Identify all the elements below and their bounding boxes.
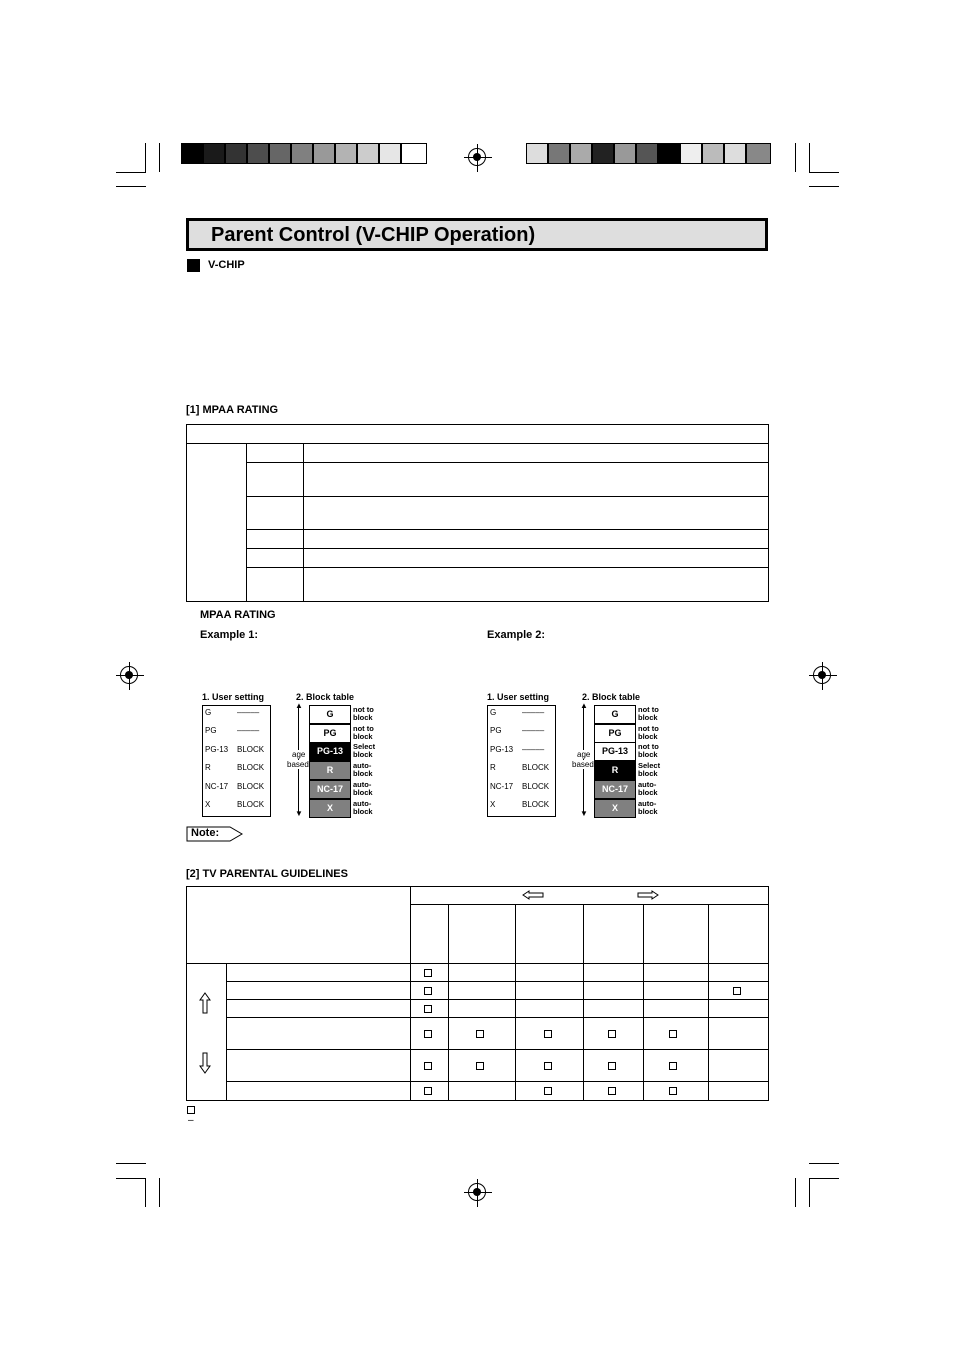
- user-setting-rating: R: [490, 763, 496, 773]
- checkbox-icon: [476, 1062, 484, 1070]
- user-setting-rating: NC-17: [490, 781, 514, 791]
- arrow-up-icon: [199, 992, 211, 1014]
- user-setting-value: –––––: [237, 726, 260, 736]
- block-note: Select: [638, 761, 661, 771]
- crop-mark: [145, 1178, 146, 1207]
- crop-mark: [159, 143, 160, 172]
- user-setting-title: 1. User setting: [487, 692, 550, 702]
- block-note: block: [638, 713, 658, 722]
- checkbox-icon: [669, 1030, 677, 1038]
- crop-mark: [116, 1178, 146, 1179]
- checkbox-icon: [476, 1030, 484, 1038]
- user-setting-rating: R: [205, 763, 211, 773]
- checkbox-icon: [424, 1030, 432, 1038]
- checkbox-icon: [669, 1062, 677, 1070]
- block-note: not to: [353, 723, 374, 733]
- block-table-cell: PG-13: [309, 742, 351, 761]
- checkbox-icon: [424, 969, 432, 977]
- arrow-up-icon: ▲: [580, 701, 588, 710]
- block-note: not to: [353, 705, 374, 714]
- block-table-cell: PG: [594, 724, 636, 743]
- crop-mark: [116, 1163, 146, 1164]
- mpaa-heading: [1] MPAA RATING: [186, 404, 279, 416]
- user-setting-value: BLOCK: [237, 763, 265, 773]
- user-setting-rating: G: [490, 708, 497, 717]
- block-note: block: [638, 806, 658, 816]
- checkbox-icon: [544, 1062, 552, 1070]
- user-setting-value: –––––: [237, 708, 260, 717]
- block-note: not to: [638, 723, 659, 733]
- user-setting-rating: X: [490, 800, 496, 809]
- checkbox-icon: [608, 1062, 616, 1070]
- block-note: auto-: [638, 779, 657, 789]
- user-setting-rating: PG-13: [205, 744, 229, 754]
- crop-mark: [809, 143, 810, 172]
- block-note: block: [353, 750, 373, 760]
- block-note: block: [638, 769, 658, 779]
- block-table-cell: NC-17: [309, 780, 351, 799]
- crop-mark: [809, 186, 839, 187]
- checkbox-icon: [544, 1030, 552, 1038]
- block-table-cell: G: [309, 705, 351, 724]
- crop-mark: [809, 172, 839, 173]
- block-table-cell: PG-13: [594, 742, 636, 761]
- block-table-cell: G: [594, 705, 636, 724]
- block-note: block: [353, 806, 373, 816]
- user-setting-value: BLOCK: [522, 763, 550, 773]
- block-note: not to: [638, 705, 659, 714]
- based-label: based: [572, 760, 594, 769]
- arrow-down-icon: ▼: [580, 809, 588, 818]
- crop-mark: [116, 186, 146, 187]
- age-label: age: [577, 750, 591, 759]
- arrow-up-icon: ▲: [295, 701, 303, 710]
- block-table-cell: PG: [309, 724, 351, 743]
- block-table-title: 2. Block table: [582, 692, 641, 702]
- block-note: block: [638, 787, 658, 797]
- user-setting-value: BLOCK: [237, 781, 265, 791]
- block-table-cell: X: [594, 799, 636, 818]
- page-title: Parent Control (V-CHIP Operation): [211, 224, 536, 246]
- footnote-checkbox-icon: [187, 1106, 195, 1114]
- block-note: auto-: [353, 779, 372, 789]
- block-note: block: [353, 769, 373, 779]
- user-setting-rating: PG: [205, 726, 217, 736]
- block-note: auto-: [638, 798, 657, 808]
- block-note: auto-: [353, 761, 372, 771]
- user-setting-rating: X: [205, 800, 211, 809]
- user-setting-title: 1. User setting: [202, 692, 265, 702]
- user-setting-rating: NC-17: [205, 781, 229, 791]
- block-note: block: [638, 731, 658, 741]
- crop-mark: [116, 172, 146, 173]
- checkbox-icon: [424, 987, 432, 995]
- block-note: block: [638, 750, 658, 760]
- user-setting-value: BLOCK: [237, 800, 265, 809]
- block-table-cell: R: [594, 761, 636, 780]
- page-title-box: [186, 218, 768, 251]
- crop-mark: [145, 143, 146, 172]
- block-table-cell: NC-17: [594, 780, 636, 799]
- section-label: V-CHIP: [208, 259, 245, 271]
- user-setting-value: –––––: [522, 726, 545, 736]
- user-setting-value: BLOCK: [522, 781, 550, 791]
- block-note: block: [353, 713, 373, 722]
- user-setting-rating: PG-13: [490, 744, 514, 754]
- note-label: Note:: [191, 827, 220, 839]
- example1-label: Example 1:: [200, 629, 259, 641]
- block-note: Select: [353, 742, 376, 752]
- footnote-dash: –: [188, 1115, 194, 1126]
- age-label: age: [292, 750, 306, 759]
- checkbox-icon: [669, 1087, 677, 1095]
- checkbox-icon: [608, 1087, 616, 1095]
- crop-mark: [809, 1178, 810, 1207]
- mpaa-sub-heading: MPAA RATING: [200, 609, 276, 621]
- checkbox-icon: [733, 987, 741, 995]
- block-table-cell: R: [309, 761, 351, 780]
- block-note: not to: [638, 742, 659, 752]
- example2-label: Example 2:: [487, 629, 546, 641]
- arrow-down-icon: [199, 1052, 211, 1074]
- user-setting-value: BLOCK: [237, 744, 265, 754]
- block-table-title: 2. Block table: [296, 692, 355, 702]
- user-setting-value: BLOCK: [522, 800, 550, 809]
- block-table-cell: X: [309, 799, 351, 818]
- crop-mark: [809, 1178, 839, 1179]
- crop-mark: [795, 1178, 796, 1207]
- section-bullet-icon: [187, 259, 200, 272]
- user-setting-value: –––––: [522, 708, 545, 717]
- arrow-left-icon: [522, 890, 544, 900]
- block-note: block: [353, 731, 373, 741]
- checkbox-icon: [544, 1087, 552, 1095]
- user-setting-value: –––––: [522, 744, 545, 754]
- arrow-right-icon: [637, 890, 659, 900]
- checkbox-icon: [424, 1062, 432, 1070]
- checkbox-icon: [424, 1005, 432, 1013]
- crop-mark: [795, 143, 796, 172]
- block-note: auto-: [353, 798, 372, 808]
- based-label: based: [287, 760, 309, 769]
- checkbox-icon: [424, 1087, 432, 1095]
- arrow-down-icon: ▼: [295, 809, 303, 818]
- block-note: block: [353, 787, 373, 797]
- crop-mark: [159, 1178, 160, 1207]
- user-setting-rating: PG: [490, 726, 502, 736]
- checkbox-icon: [608, 1030, 616, 1038]
- crop-mark: [809, 1163, 839, 1164]
- tv-heading: [2] TV PARENTAL GUIDELINES: [186, 868, 348, 880]
- user-setting-rating: G: [205, 708, 212, 717]
